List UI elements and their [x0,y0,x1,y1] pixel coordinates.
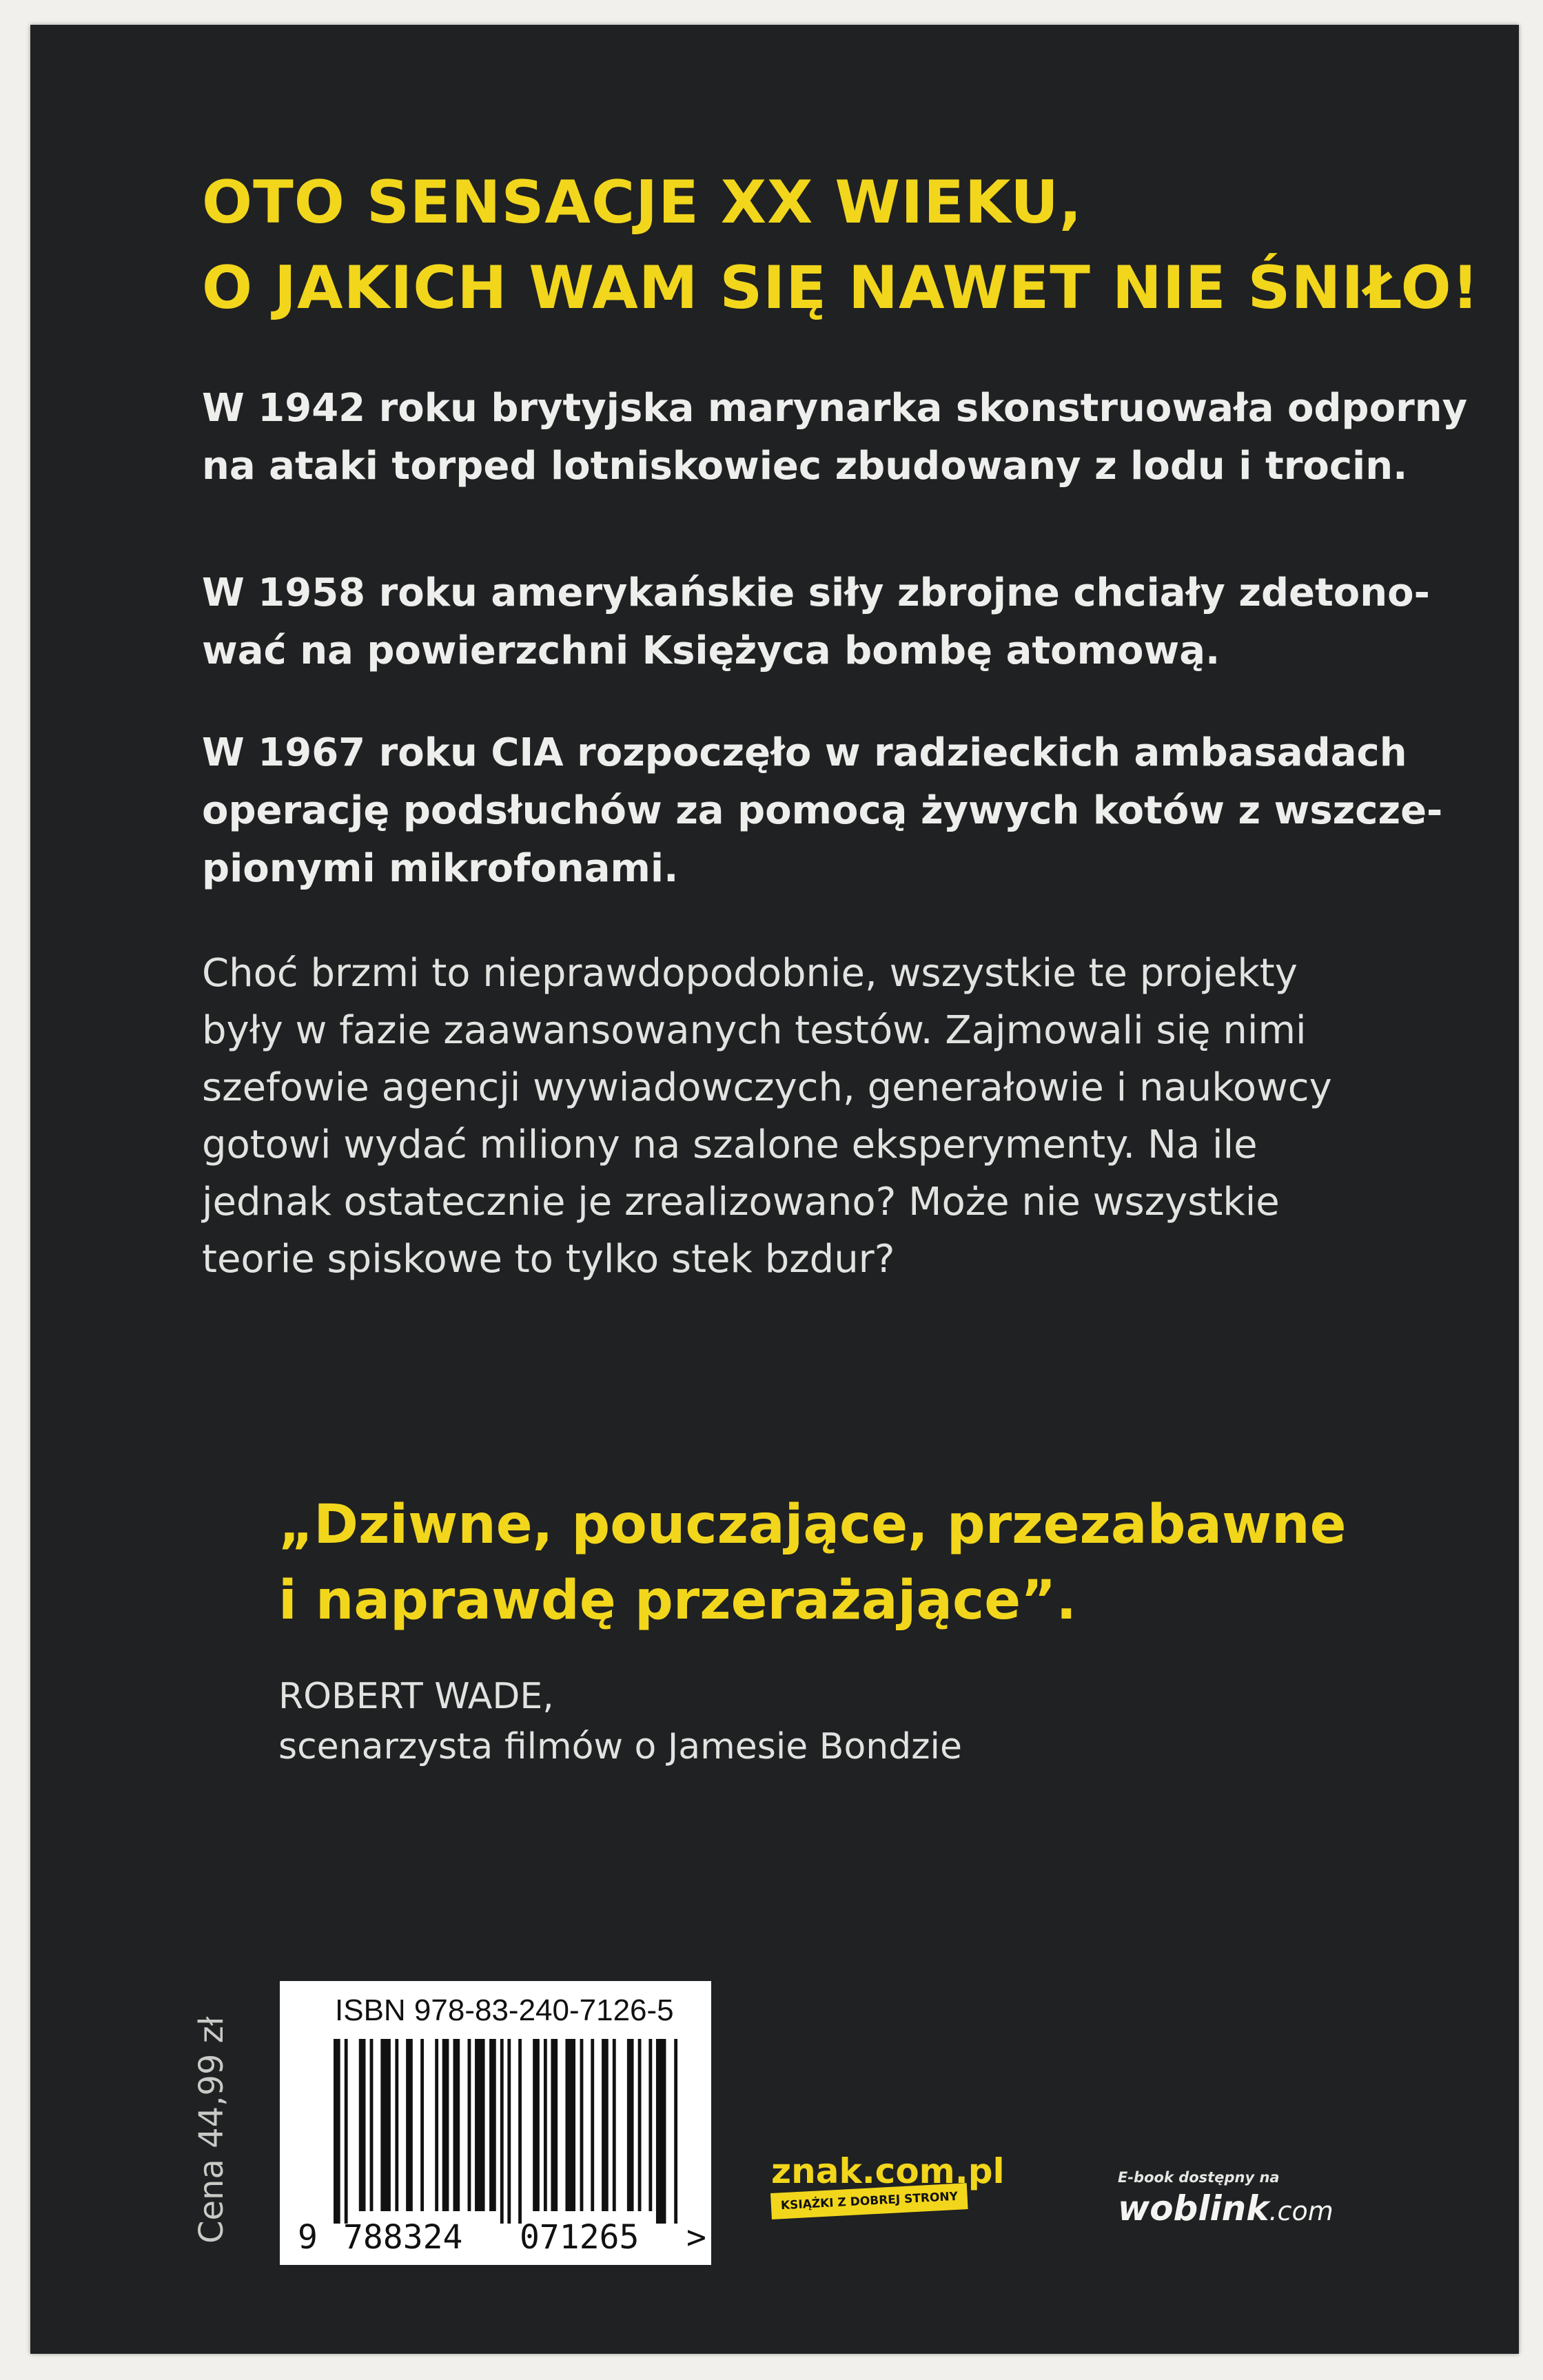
barcode-bar [380,2039,391,2211]
barcode-bar [420,2039,424,2211]
barcode-bar [475,2039,485,2211]
barcode-bar [500,2039,504,2224]
blurb-line: teorie spiskowe to tylko stek bzdur? [202,1237,895,1282]
barcode-digits-right: 071265 [520,2218,640,2257]
ebook-notice [1118,2169,1333,2228]
ebook-label: E-book dostępny na [1118,2169,1280,2186]
barcode-bar [656,2039,666,2224]
fact-line: wać na powierzchni Księżyca bombę atomową. [202,628,1220,673]
isbn-label: ISBN 978-83-240-7126-5 [335,1993,674,2027]
barcode-bar [345,2039,348,2224]
barcode-bar [533,2039,540,2211]
barcode-bar [648,2039,652,2211]
barcode-digits-left: 788324 [343,2218,463,2257]
woblink-suffix: .com [1269,2196,1333,2226]
publisher-name: znak.com.pl [771,2151,1005,2191]
fact-line: W 1967 roku CIA rozpoczęło w radzieckich ambasadach [202,730,1407,775]
review-quote [278,1487,1381,1639]
isbn-barcode-box [280,1981,711,2265]
attribution-name: ROBERT WADE, [278,1676,554,1717]
blurb-line: były w fazie zaawansowanych testów. Zajmowali się nimi [202,1008,1307,1053]
woblink-brand: woblink [1118,2188,1269,2228]
fact-line: pionymi mikrofonami. [202,846,679,891]
barcode-bar [591,2039,594,2211]
headline-line-2: O JAKICH WAM SIĘ NAWET NIE ŚNIŁO! [202,254,1480,322]
publisher-logo [771,2151,1005,2219]
barcode-bar [544,2039,547,2211]
barcode-bar [507,2039,511,2224]
barcode-bar [406,2039,413,2211]
barcode-bar [551,2039,558,2211]
quote-line-2: i naprawdę przerażające”. [278,1570,1077,1632]
quote-line-1: „Dziwne, pouczające, przezabawne [278,1494,1347,1556]
fact-line: W 1942 roku brytyjska marynarka skonstruowała odporny [202,386,1468,431]
barcode-arrow: > [686,2218,706,2257]
barcode-bar [674,2039,677,2224]
blurb-line: gotowi wydać miliony na szalone eksperymenty. Na ile [202,1122,1258,1167]
quote-attribution [278,1672,1381,1772]
barcode-bar [435,2039,438,2211]
barcode-graphic [334,2039,685,2224]
barcode-bar [489,2039,496,2211]
barcode-bar [638,2039,642,2211]
attribution-role: scenarzysta filmów o Jamesie Bondzie [278,1726,962,1767]
barcode-bar [453,2039,460,2211]
blurb-line: jednak ostatecznie je zrealizowano? Może nie wszystkie [202,1180,1280,1224]
fact-1967 [202,724,1443,898]
price-label: Cena 44,99 zł [192,2016,231,2244]
fact-line: operację podsłuchów za pomocą żywych kotów z wszcze- [202,788,1443,833]
barcode-bar [334,2039,340,2224]
barcode-bar [370,2039,374,2211]
barcode-bar [395,2039,398,2211]
headline-line-1: OTO SENSACJE XX WIEKU, [202,168,1083,237]
barcode-bar [565,2039,575,2211]
woblink-logo [1118,2188,1333,2228]
blurb-paragraph [202,945,1429,1288]
fact-1958 [202,564,1429,680]
barcode-bar [613,2039,616,2211]
barcode-digit-lead: 9 [298,2218,318,2257]
fact-line: na ataki torped lotniskowiec zbudowany z lodu i trocin. [202,444,1408,489]
blurb-line: szefowie agencji wywiadowczych, generałowie i naukowcy [202,1065,1332,1110]
barcode-bar [359,2039,366,2211]
barcode-bar [627,2039,634,2211]
book-back-cover [30,25,1519,2354]
barcode-bar [518,2039,522,2224]
barcode-bar [580,2039,584,2211]
barcode-bar [468,2039,471,2211]
barcode-bar [442,2039,449,2211]
blurb-line: Choć brzmi to nieprawdopodobnie, wszystkie te projekty [202,951,1298,996]
headline [202,160,1480,331]
fact-line: W 1958 roku amerykańskie siły zbrojne chciały zdetono- [202,571,1430,615]
publisher-tagline: KSIĄŻKI Z DOBREJ STRONY [770,2183,968,2219]
fact-1942 [202,380,1468,495]
barcode-bar [602,2039,609,2211]
